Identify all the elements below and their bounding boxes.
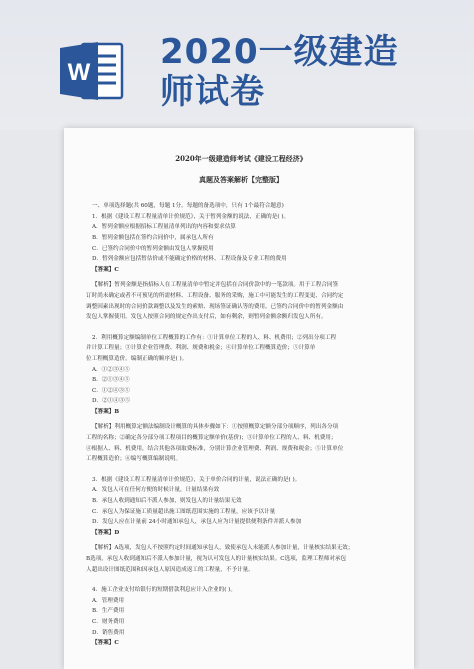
document-title: 2020年一级建造师考试《建设工程经济》	[175, 154, 307, 163]
document-line: B．②①③④⑤	[92, 377, 130, 384]
document-line: 【解析】A选项，发包人不按照约定时间通知承包人，致使承包人未能派人参加计量，计量核实结果无效；	[92, 545, 354, 552]
document-line: 1．根据《建设工程工程量清单计价规范》，关于暂列金额的说法，正确的是( )。	[92, 213, 290, 220]
document-line: C．①②④③⑤	[92, 387, 130, 394]
document-line: 并计算工程量；③计算企业管理费、利润、规费和税金；④计算单位工程概算造价；⑤计算单	[86, 345, 316, 352]
page-title-line-2: 师试卷	[160, 72, 265, 112]
line-gap	[86, 465, 396, 475]
document-line: D．暂列金额应包括暂估价或不能确定价格的材料、工程设备及专业工程的费用	[92, 256, 287, 263]
document-line: 【解析】利用概算定额法编制设计概算的具体步骤如下：①按照概算定额分部分项顺序，列出各分项	[92, 424, 339, 431]
word-document-icon	[60, 40, 124, 102]
document-line: 【解析】暂列金额是指招标人在工程量清单中暂定并包括在合同价款中的一笔款项。用于工程合同签	[92, 282, 339, 289]
document-line: 2．利用概算定额编制单位工程概算的工作有：①计算单位工程的人、料、机费用；②列出分项工程	[92, 334, 337, 341]
document-line: A．管理费用	[92, 597, 125, 604]
document-line: 订时尚未确定或者不可预见的所需材料、工程设备、服务的采购，施工中可能发生的工程变更、合同约定	[86, 292, 344, 299]
document-line: 一、单项选择题(共 60题，每题 1分。每题的备选项中，只有 1个最符合题意)	[92, 203, 284, 210]
page-title	[160, 32, 460, 112]
document-line: 4．施工企业支付给银行的短期借款利息应计入企业的( )。	[92, 587, 236, 594]
document-line: D．销售费用	[92, 629, 125, 636]
document-page	[64, 128, 414, 669]
page-title-line-1: 2020一级建造	[160, 32, 399, 72]
document-line: 工程的名称；②确定各分部分项工程项目的概算定额单价(基价)；③计算单位工程的人、料、机费用；	[86, 435, 337, 442]
document-line: B．承包人收到通知后不派人参加，则发包人的计量结果无效	[92, 498, 242, 505]
document-line: C．已签约合同价中的暂列金额由发包人掌握使用	[92, 245, 214, 252]
document-line: C．承包人为保证施工质量超出施工图纸范围实施的工程量，应该予以计量	[92, 508, 276, 515]
document-line: 【答案】C	[92, 640, 119, 647]
document-line: B．暂列金额包括在签约合同价中，属承包人所有	[92, 234, 214, 241]
document-line: A．暂列金额应根据招标工程量清单列出的内容和要求估算	[92, 224, 236, 231]
document-line: 工程概算造价；⑥编写概算编制说明。	[86, 456, 182, 463]
document-line: 调整因素出现时的合同价款调整以及发生的索赔、现场签证确认等的费用。已签约合同价中的暂列金额由	[86, 303, 344, 310]
document-body	[86, 150, 396, 649]
document-line: 发包人掌握使用。发包人按照合同的规定作出支付后，如有剩余，则暂列金额余额归发包人所有。	[86, 314, 327, 321]
document-lines	[86, 201, 396, 649]
line-gap	[86, 575, 396, 585]
document-line: 【答案】D	[92, 529, 120, 536]
logo-letter: W	[67, 59, 91, 86]
document-line: 【答案】C	[92, 266, 119, 273]
document-line: 3．根据《建设工程工程量清单计价规范》，关于单价合同的计量，说法正确的是( )。	[92, 476, 301, 483]
document-line: 人超出设计图纸范围和因承包人原因造成返工的工程量，不予计量。	[86, 566, 254, 573]
document-line: A．①②③④⑤	[92, 366, 130, 373]
document-line: A．发包人可在任何方便的时候计量，计量结果有效	[92, 487, 220, 494]
document-line: ④根据人、料、机费用，结合其他各项取费标准，分别计算企业管理费、利润、规费和税金；⑤计算单位	[86, 445, 344, 452]
document-line: D．②①④③⑤	[92, 398, 131, 405]
line-gap	[86, 323, 396, 333]
document-line: 【答案】B	[92, 408, 120, 415]
document-line: C．财务费用	[92, 618, 125, 625]
document-line: D．发包人应在计量前 24小时通知承包人，承包人应为计量提供便利条件并派人参加	[92, 519, 302, 526]
document-subtitle: 真题及答案解析【完整版】	[199, 174, 283, 184]
document-line: B选项，承包人收到通知后不派人参加计量，视为认可发包人的计量核实结果。C选项，监理工程师对承包	[86, 556, 347, 562]
document-line: B．生产费用	[92, 608, 125, 615]
document-line: 位工程概算造价。编制正确的顺序是( )。	[86, 355, 188, 362]
